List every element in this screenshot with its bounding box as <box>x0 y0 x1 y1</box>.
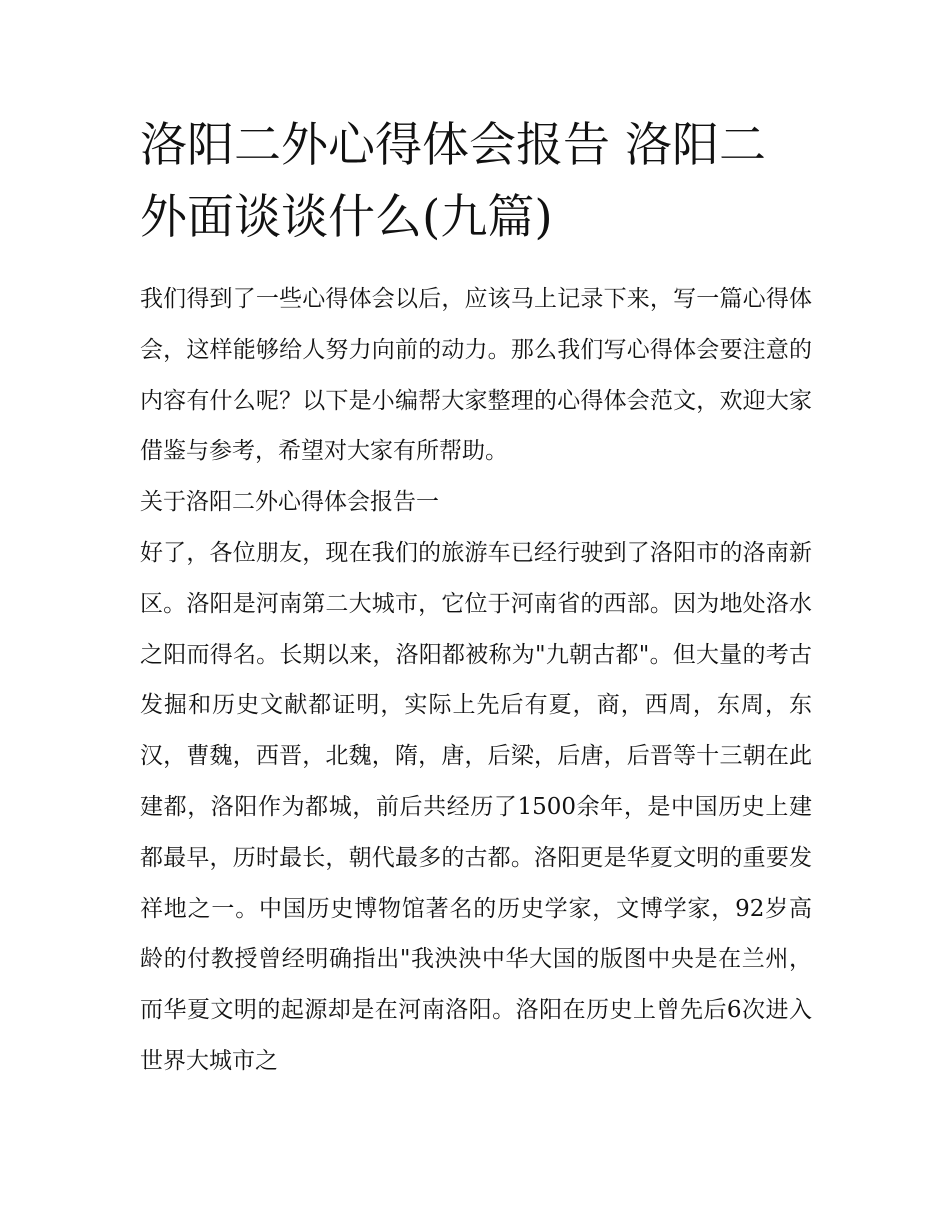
section-paragraph: 好了，各位朋友，现在我们的旅游车已经行驶到了洛阳市的洛南新区。洛阳是河南第二大城市，它位于河南省的西部。因为地处洛水之阳而得名。长期以来，洛阳都被称为"九朝古都"。但大量的考古发掘和历史文献都证明，实际上先后有夏，商，西周，东周，东汉，曹魏，西晋，北魏，隋，唐，后梁，后唐，后晋等十三朝在此建都，洛阳作为都城，前后共经历了1500余年，是中国历史上建都最早，历时最长，朝代最多的古都。洛阳更是华夏文明的重要发祥地之一。中国历史博物馆著名的历史学家，文博学家，92岁高龄的付教授曾经明确指出"我泱泱中华大国的版图中央是在兰州，而华夏文明的起源却是在河南洛阳。洛阳在历史上曾先后6次进入世界大城市之 <box>140 539 812 1074</box>
document-content <box>140 110 812 1087</box>
document-title: 洛阳二外心得体会报告 洛阳二外面谈谈什么(九篇) <box>140 118 766 245</box>
section-heading: 关于洛阳二外心得体会报告一 <box>140 489 439 516</box>
intro-paragraph: 我们得到了一些心得体会以后，应该马上记录下来，写一篇心得体会，这样能够给人努力向前的动力。那么我们写心得体会要注意的内容有什么呢？以下是小编帮大家整理的心得体会范文，欢迎大家借鉴与参考，希望对大家有所帮助。 <box>140 286 812 465</box>
